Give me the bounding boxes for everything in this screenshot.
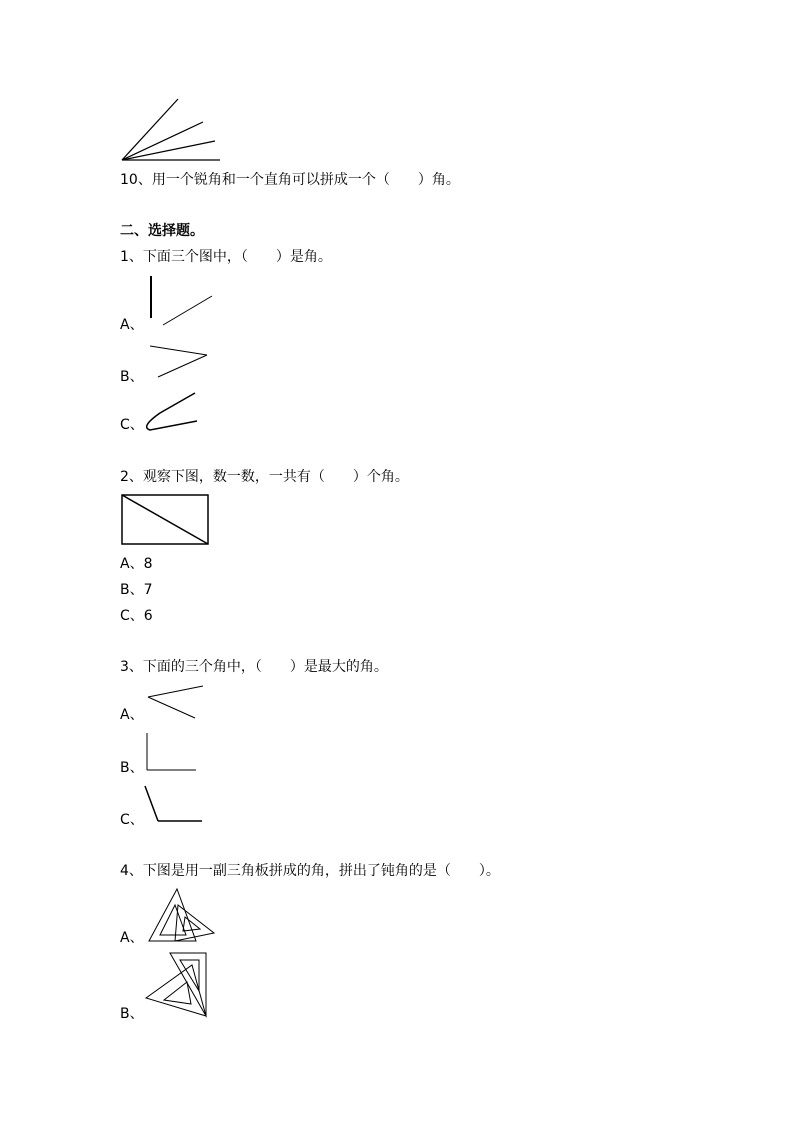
- section-2-title: 二、选择题。: [120, 223, 204, 239]
- q1-option-b-label[interactable]: B、: [120, 369, 144, 385]
- q1-option-a-label[interactable]: A、: [120, 317, 144, 333]
- q2-text: 2、观察下图，数一数，一共有（ ）个角。: [120, 469, 409, 485]
- q4-option-a-label[interactable]: A、: [120, 930, 144, 946]
- q10-text: 10、用一个锐角和一个直角可以拼成一个（ ）角。: [120, 172, 460, 188]
- q3-option-a-label[interactable]: A、: [120, 707, 144, 723]
- q4-text: 4、下图是用一副三角板拼成的角，拼出了钝角的是（ ）。: [120, 863, 500, 879]
- q2-option-a[interactable]: A、8: [120, 556, 153, 572]
- q2-option-c[interactable]: C、6: [120, 608, 153, 624]
- q3-text: 3、下面的三个角中，（ ）是最大的角。: [120, 659, 388, 675]
- q3-option-b-label[interactable]: B、: [120, 760, 144, 776]
- q1-option-c-label[interactable]: C、: [120, 417, 144, 433]
- q1-text: 1、下面三个图中，（ ）是角。: [120, 249, 332, 265]
- q2-option-b[interactable]: B、7: [120, 582, 153, 598]
- q4-option-b-label[interactable]: B、: [120, 1006, 144, 1022]
- q3-option-c-label[interactable]: C、: [120, 812, 144, 828]
